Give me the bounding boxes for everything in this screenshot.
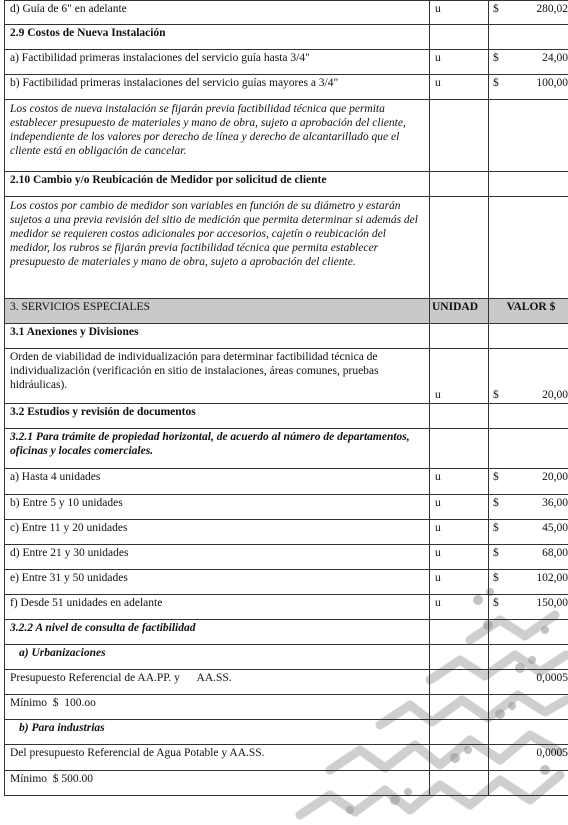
table-row bbox=[5, 520, 568, 545]
table-row bbox=[5, 404, 568, 429]
row-value bbox=[489, 172, 568, 197]
row-value bbox=[489, 645, 568, 670]
row-value bbox=[489, 469, 568, 495]
currency-symbol: $ bbox=[493, 471, 499, 483]
row-unit bbox=[430, 100, 489, 172]
section-header-row bbox=[5, 299, 568, 324]
row-unit bbox=[430, 771, 489, 796]
table-row bbox=[5, 429, 568, 469]
row-unit: u bbox=[430, 75, 489, 100]
row-value bbox=[489, 404, 568, 429]
row-amount: 100,00 bbox=[536, 77, 568, 89]
row-amount: 0,0005 bbox=[489, 745, 568, 771]
table-row bbox=[5, 645, 568, 670]
row-value bbox=[489, 100, 568, 172]
currency-symbol: $ bbox=[493, 52, 499, 64]
row-unit bbox=[430, 172, 489, 197]
table-row bbox=[5, 1, 568, 25]
currency-symbol: $ bbox=[493, 3, 499, 15]
table-row bbox=[5, 670, 568, 695]
row-unit bbox=[430, 620, 489, 645]
currency-symbol: $ bbox=[493, 597, 499, 609]
section-heading-2-9: 2.9 Costos de Nueva Instalación bbox=[5, 25, 430, 50]
table-row bbox=[5, 545, 568, 570]
row-value bbox=[489, 75, 568, 100]
row-amount: 102,00 bbox=[536, 572, 568, 584]
section-heading-3: 3. SERVICIOS ESPECIALES bbox=[5, 299, 430, 324]
row-amount: 20,00 bbox=[542, 389, 568, 401]
row-amount: 68,00 bbox=[542, 547, 568, 559]
row-description: f) Desde 51 unidades en adelante bbox=[5, 595, 430, 620]
row-amount: 280,02 bbox=[536, 3, 568, 15]
row-value bbox=[489, 720, 568, 745]
row-description: a) Hasta 4 unidades bbox=[5, 469, 430, 495]
currency-symbol: $ bbox=[493, 497, 499, 509]
row-value bbox=[489, 50, 568, 75]
row-value bbox=[489, 324, 568, 349]
table-row bbox=[5, 595, 568, 620]
row-unit: u bbox=[430, 520, 489, 545]
row-description: Mínimo $ 500.00 bbox=[5, 771, 430, 796]
row-unit: u bbox=[430, 595, 489, 620]
row-value bbox=[489, 25, 568, 50]
table-row bbox=[5, 620, 568, 645]
row-unit bbox=[430, 645, 489, 670]
row-unit bbox=[430, 695, 489, 720]
row-value bbox=[489, 495, 568, 520]
row-description: d) Guía de 6" en adelante bbox=[5, 1, 430, 25]
row-unit: u bbox=[430, 469, 489, 495]
row-description: b) Factibilidad primeras instalaciones del servicio guías mayores a 3/4" bbox=[5, 75, 430, 100]
table-row bbox=[5, 469, 568, 495]
new-installation-note: Los costos de nueva instalación se fijarán previa factibilidad técnica que permita establecer presupuesto de materiales y mano de obra, sujeto a aprobación del cliente, independiente de los valores por derecho de línea y derecho de alcantarillado que el cliente está en obligación de cancelar. bbox=[5, 100, 430, 172]
meter-change-note: Los costos por cambio de medidor son variables en función de su diámetro y estarán sujetos a una previa revisión del sitio de medición que permita determinar si además del medidor se requieren costos adicionales por accesorios, cajetín o reubicación del medidor, los rubros se fijarán previa factibilidad técnica que permita establecer presupuesto de materiales y mano de obra, sujeto a aprobación del cliente. bbox=[5, 197, 430, 299]
table-row bbox=[5, 745, 568, 771]
subsection-heading-3-2-2: 3.2.2 A nivel de consulta de factibilidad bbox=[5, 620, 430, 645]
subsection-heading-3-2: 3.2 Estudios y revisión de documentos bbox=[5, 404, 430, 429]
table-row bbox=[5, 50, 568, 75]
row-unit bbox=[430, 197, 489, 299]
tariff-table bbox=[4, 0, 568, 796]
row-unit: u bbox=[430, 495, 489, 520]
row-unit: u bbox=[430, 50, 489, 75]
table-row bbox=[5, 172, 568, 197]
row-value bbox=[489, 695, 568, 720]
row-description: a) Factibilidad primeras instalaciones del servicio guía hasta 3/4" bbox=[5, 50, 430, 75]
currency-symbol: $ bbox=[493, 77, 499, 89]
table-row bbox=[5, 570, 568, 595]
row-unit bbox=[430, 670, 489, 695]
row-value bbox=[489, 349, 568, 404]
row-unit: u bbox=[430, 349, 489, 404]
row-amount: 150,00 bbox=[536, 597, 568, 609]
table-row bbox=[5, 100, 568, 172]
currency-symbol: $ bbox=[493, 547, 499, 559]
unit-column-header: UNIDAD bbox=[430, 299, 489, 324]
row-value bbox=[489, 570, 568, 595]
row-amount: 45,00 bbox=[542, 522, 568, 534]
currency-symbol: $ bbox=[493, 522, 499, 534]
row-value bbox=[489, 595, 568, 620]
row-unit: u bbox=[430, 1, 489, 25]
row-amount: 36,00 bbox=[542, 497, 568, 509]
row-amount: 24,00 bbox=[542, 52, 568, 64]
table-row bbox=[5, 349, 568, 404]
row-value bbox=[489, 620, 568, 645]
currency-symbol: $ bbox=[493, 389, 499, 401]
row-value bbox=[489, 1, 568, 25]
row-description: Orden de viabilidad de individualización para determinar factibilidad técnica de individualización (verificación en sitio de instalaciones, áreas comunes, pruebas hidráulicas). bbox=[5, 349, 430, 404]
table-row bbox=[5, 771, 568, 796]
row-value bbox=[489, 545, 568, 570]
row-value bbox=[489, 520, 568, 545]
section-heading-2-10: 2.10 Cambio y/o Reubicación de Medidor por solicitud de cliente bbox=[5, 172, 430, 197]
row-unit bbox=[430, 720, 489, 745]
row-description: d) Entre 21 y 30 unidades bbox=[5, 545, 430, 570]
row-unit bbox=[430, 25, 489, 50]
row-unit bbox=[430, 404, 489, 429]
row-description: c) Entre 11 y 20 unidades bbox=[5, 520, 430, 545]
table-row bbox=[5, 197, 568, 299]
subsection-heading-3-2-1: 3.2.1 Para trámite de propiedad horizontal, de acuerdo al número de departamentos, oficinas y locales comerciales. bbox=[5, 429, 430, 469]
table-row bbox=[5, 495, 568, 520]
subheading-industrias: b) Para industrias bbox=[5, 720, 430, 745]
table-row bbox=[5, 324, 568, 349]
row-value bbox=[489, 771, 568, 796]
row-value bbox=[489, 197, 568, 299]
row-unit bbox=[430, 745, 489, 771]
row-unit bbox=[430, 429, 489, 469]
row-description: Del presupuesto Referencial de Agua Potable y AA.SS. bbox=[5, 745, 430, 771]
row-unit: u bbox=[430, 545, 489, 570]
table-row bbox=[5, 695, 568, 720]
table-row bbox=[5, 75, 568, 100]
value-column-header: VALOR $ bbox=[489, 299, 568, 324]
row-description: e) Entre 31 y 50 unidades bbox=[5, 570, 430, 595]
currency-symbol: $ bbox=[493, 572, 499, 584]
row-description: Presupuesto Referencial de AA.PP. y AA.SS. bbox=[5, 670, 430, 695]
row-unit bbox=[430, 324, 489, 349]
row-amount: 20,00 bbox=[542, 471, 568, 483]
row-description: b) Entre 5 y 10 unidades bbox=[5, 495, 430, 520]
row-description: Mínimo $ 100.oo bbox=[5, 695, 430, 720]
row-amount: 0,0005 bbox=[489, 670, 568, 695]
subsection-heading-3-1: 3.1 Anexiones y Divisiones bbox=[5, 324, 430, 349]
table-row bbox=[5, 720, 568, 745]
subheading-urbanizaciones: a) Urbanizaciones bbox=[5, 645, 430, 670]
table-row bbox=[5, 25, 568, 50]
row-value bbox=[489, 429, 568, 469]
row-unit: u bbox=[430, 570, 489, 595]
